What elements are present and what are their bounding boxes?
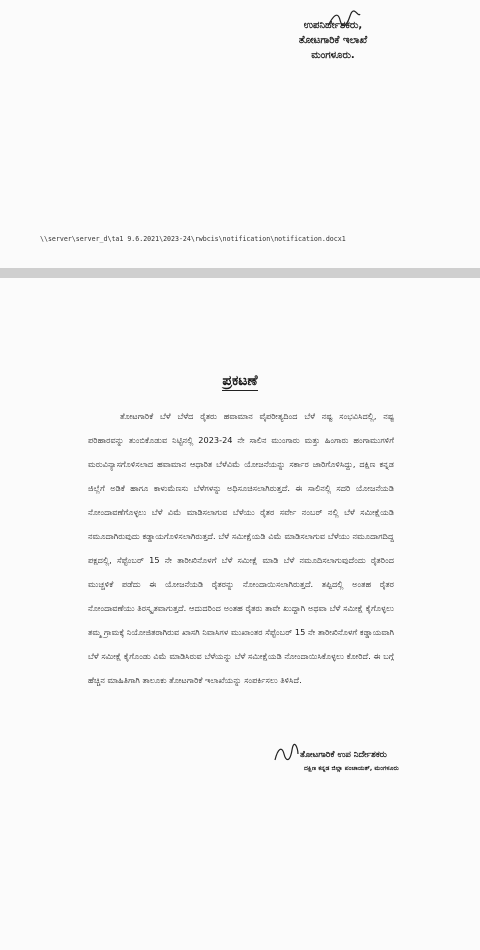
- signature-icon: [272, 742, 300, 764]
- notice-body: ತೋಟಗಾರಿಕೆ ಬೆಳೆ ಬೆಳೆದ ರೈತರು ಹವಾಮಾನ ವೈಪರೀತ್ಯದಿಂದ ಬೆಳೆ ನಷ್ಟ ಸಂಭವಿಸಿದಲ್ಲಿ, ನಷ್ಟ ಪರಿಹಾರವನ್ನು ತುಂಬಿಕೊಡುವ ನಿಟ್ಟಿನಲ್ಲಿ 2023-24 ನೇ ಸಾಲಿನ ಮುಂಗಾರು ಮತ್ತು ಹಿಂಗಾರು ಹಂಗಾಮುಗಳಿಗೆ ಮರುವಿನ್ಯಾಸಗೊಳಿಸಲಾದ ಹವಾಮಾನ ಆಧಾರಿತ ಬೆಳೆವಿಮೆ ಯೋಜನೆಯನ್ನು ಸರ್ಕಾರ ಜಾರಿಗೊಳಿಸಿದ್ದು, ದಕ್ಷಿಣ ಕನ್ನಡ ಜಿಲ್ಲೆಗೆ ಅಡಿಕೆ ಹಾಗೂ ಕಾಳುಮೆಣಸು ಬೆಳೆಗಳನ್ನು ಅಧಿಸೂಚಿಸಲಾಗಿರುತ್ತದೆ. ಈ ಸಾಲಿನಲ್ಲಿ ಸದರಿ ಯೋಜನೆಯಡಿ ನೋಂದಾವಣೆಗೊಳ್ಳಲು ಬೆಳೆ ವಿಮೆ ಮಾಡಿಸಲಾಗುವ ಬೆಳೆಯು ರೈತರ ಸರ್ವೇ ನಂಬರ್ ನಲ್ಲಿ ಬೆಳೆ ಸಮೀಕ್ಷೆಯಡಿ ನಮೂದಾಗಿರುವುದು ಕಡ್ಡಾಯಗೊಳಿಸಲಾಗಿರುತ್ತದೆ. ಬೆಳೆ ಸಮೀಕ್ಷೆಯಡಿ ವಿಮೆ ಮಾಡಿಸಲಾಗುವ ಬೆಳೆಯು ನಮೂದಾಗದಿದ್ದ ಪಕ್ಷದಲ್ಲಿ, ಸೆಪ್ಟೆಂಬರ್ 15 ನೇ ತಾರೀಖಿನೊಳಗೆ ಬೆಳೆ ಸಮೀಕ್ಷೆ ಮಾಡಿ ಬೆಳೆ ನಮೂದಿಸಲಾಗುವುದೆಂದು ರೈತರಿಂದ ಮುಚ್ಚಳಿಕೆ ಪಡೆದು ಈ ಯೋಜನೆಯಡಿ ರೈತರನ್ನು ನೋಂದಾಯಿಸಲಾಗಿರುತ್ತದೆ. ತಪ್ಪಿದಲ್ಲಿ ಅಂತಹ ರೈತರ ನೋಂದಾವಣೆಯು ತಿರಸ್ಕೃತವಾಗುತ್ತದೆ. ಆದುದರಿಂದ ಅಂತಹ ರೈತರು ತಾವೇ ಖುದ್ದಾಗಿ ಅಥವಾ ಬೆಳೆ ಸಮೀಕ್ಷೆ ಕೈಗೊಳ್ಳಲು ತಮ್ಮ ಗ್ರಾಮಕ್ಕೆ ನಿಯೋಜಿತರಾಗಿರುವ ಖಾಸಗಿ ನಿವಾಸಿಗಳ ಮುಖಾಂತರ ಸೆಪ್ಟೆಂಬರ್ 15 ನೇ ತಾರೀಖಿನೊಳಗೆ ಕಡ್ಡಾಯವಾಗಿ ಬೆಳೆ ಸಮೀಕ್ಷೆ ಕೈಗೊಂಡು ವಿಮೆ ಮಾಡಿಸಿರುವ ಬೆಳೆಯನ್ನು ಬೆಳೆ ಸಮೀಕ್ಷೆಯಡಿ ನೋಂದಾಯಿಸಿಕೊಳ್ಳಲು ಕೋರಿದೆ. ಈ ಬಗ್ಗೆ ಹೆಚ್ಚಿನ ಮಾಹಿತಿಗಾಗಿ ತಾಲೂಕು ತೋಟಗಾರಿಕೆ ಇಲಾಖೆಯನ್ನು ಸಂಪರ್ಕಿಸಲು ತಿಳಿಸಿದೆ.: [88, 411, 394, 685]
- notification-page-top: [0, 0, 480, 268]
- notice-heading-text: ಪ್ರಕಟಣೆ: [222, 373, 258, 389]
- signature-icon: [326, 10, 362, 30]
- page-separator: [0, 268, 480, 278]
- notification-page-bottom: [0, 278, 480, 950]
- issuer-title: ತೋಟಗಾರಿಕೆ ಉಪ ನಿರ್ದೇಶಕರು: [300, 750, 387, 760]
- office-city: ಮಂಗಳೂರು.: [311, 50, 355, 61]
- office-signature-block: [278, 18, 388, 63]
- office-designation: ಉಪನಿರ್ದೇಶಕರು,: [303, 20, 363, 31]
- file-path-footer: \\server\server_d\ta1 9.6.2021\2023-24\rwbcis\notification\notification.docx1: [40, 235, 346, 243]
- notice-heading: [0, 370, 480, 389]
- issuer-office: ದಕ್ಷಿಣ ಕನ್ನಡ ಜಿಲ್ಲಾ ಪಂಚಾಯತ್, ಮಂಗಳೂರು: [304, 765, 399, 772]
- issuer-signature-block: [300, 748, 450, 776]
- office-department: ತೋಟಗಾರಿಕೆ ಇಲಾಖೆ: [298, 35, 368, 46]
